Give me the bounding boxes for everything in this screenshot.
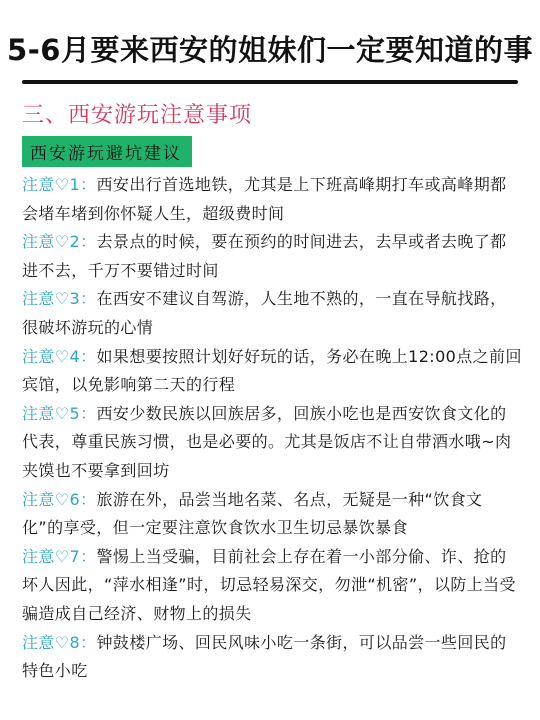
note-item xyxy=(22,228,522,285)
title-divider xyxy=(22,80,518,84)
note-item xyxy=(22,343,522,400)
tag-label: 西安游玩避坑建议 xyxy=(22,136,192,167)
note-label: 注意♡3： xyxy=(22,289,97,309)
note-text: 西安出行首选地铁，尤其是上下班高峰期打车或高峰期都会堵车堵到你怀疑人生，超级费时间 xyxy=(22,175,507,223)
note-text: 警惕上当受骗，目前社会上存在着一小部分偷、诈、抢的坏人因此，“萍水相逢”时，切忌轻易深交，勿泄“机密”，以防上当受骗造成自己经济、财物上的损失 xyxy=(22,546,516,623)
page-title: 5-6月要来西安的姐妹们一定要知道的事 xyxy=(7,33,533,67)
note-label: 注意♡6： xyxy=(22,489,97,509)
note-item xyxy=(22,285,522,342)
note-item xyxy=(22,171,522,228)
note-label: 注意♡1： xyxy=(22,175,97,194)
note-text: 去景点的时候，要在预约的时间进去，去早或者去晚了都进不去，千万不要错过时间 xyxy=(22,232,507,280)
notes-list xyxy=(22,171,522,686)
note-text: 在西安不建议自驾游，人生地不熟的，一直在导航找路，很破坏游玩的心情 xyxy=(22,289,507,337)
note-text: 钟鼓楼广场、回民风味小吃一条街，可以品尝一些回民的特色小吃 xyxy=(22,632,507,681)
note-text: 西安少数民族以回族居多，回族小吃也是西安饮食文化的代表，尊重民族习惯，也是必要的。尤其是饭店不让自带酒水哦~肉夹馍也不要拿到回坊 xyxy=(22,403,512,480)
note-label: 注意♡4： xyxy=(22,346,97,366)
note-item xyxy=(22,400,522,486)
note-text: 如果想要按照计划好好玩的话，务必在晚上12:00点之前回宾馆，以免影响第二天的行程 xyxy=(22,346,522,395)
note-item xyxy=(22,543,522,629)
note-text: 旅游在外，品尝当地名菜、名点，无疑是一种“饮食文化”的享受，但一定要注意饮食饮水卫生切忌暴饮暴食 xyxy=(22,489,483,538)
note-label: 注意♡2： xyxy=(22,232,97,252)
note-item xyxy=(22,629,522,686)
note-label: 注意♡5： xyxy=(22,403,97,423)
note-label: 注意♡7： xyxy=(22,546,97,566)
section-heading: 三、西安游玩注意事项 xyxy=(22,103,253,128)
note-label: 注意♡8： xyxy=(22,632,97,652)
note-item xyxy=(22,486,522,543)
